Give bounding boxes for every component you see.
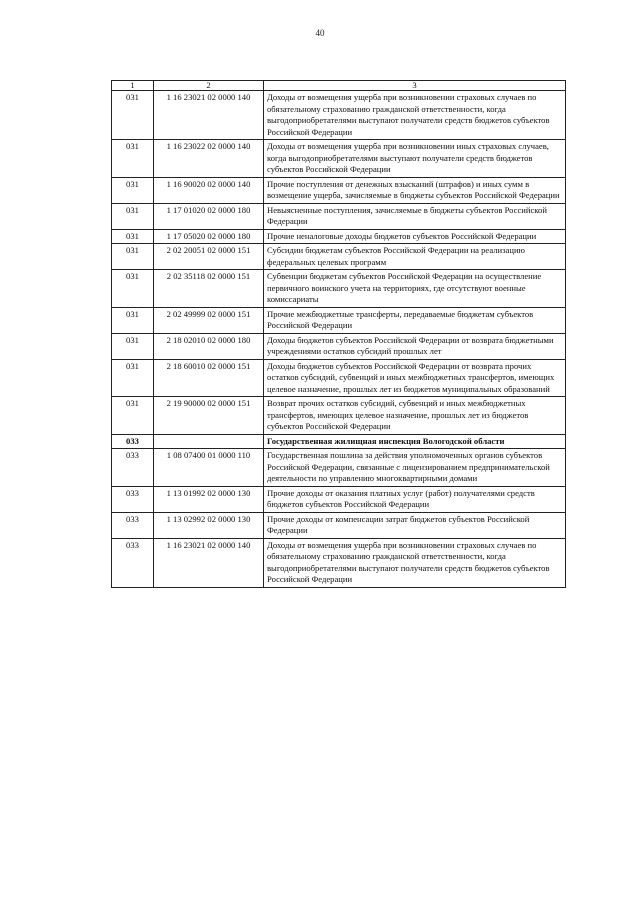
revenue-name-cell: Прочие неналоговые доходы бюджетов субъектов Российской Федерации [264,229,566,244]
revenue-name-cell: Прочие поступления от денежных взысканий (штрафов) и иных сумм в возмещение ущерба, зачисляемые в бюджеты субъектов Российской Федерации [264,177,566,203]
revenue-name-cell: Субсидии бюджетам субъектов Российской Федерации на реализацию федеральных целевых программ [264,244,566,270]
budget-classification-code-cell: 1 17 05020 02 0000 180 [154,229,264,244]
revenue-name-cell: Прочие межбюджетные трансферты, передаваемые бюджетам субъектов Российской Федерации [264,307,566,333]
admin-code-cell: 031 [112,333,154,359]
table-row [112,177,566,203]
budget-classification-code-cell: 1 16 23021 02 0000 140 [154,91,264,140]
budget-revenue-table [111,80,566,588]
column-header-1: 1 [112,81,154,91]
table-row [112,538,566,587]
budget-classification-code-cell [154,434,264,449]
column-header-3: 3 [264,81,566,91]
admin-code-cell: 031 [112,397,154,435]
admin-code-cell: 033 [112,486,154,512]
budget-classification-code-cell: 2 19 90000 02 0000 151 [154,397,264,435]
budget-classification-code-cell: 1 13 01992 02 0000 130 [154,486,264,512]
table-row [112,203,566,229]
table-header-row [112,81,566,91]
admin-code-cell: 031 [112,307,154,333]
table-row [112,449,566,487]
page-number: 40 [315,28,325,38]
admin-code-cell: 033 [112,512,154,538]
budget-classification-code-cell: 1 13 02992 02 0000 130 [154,512,264,538]
table-row [112,140,566,178]
admin-code-cell: 031 [112,91,154,140]
admin-code-cell: 031 [112,140,154,178]
revenue-name-cell: Прочие доходы от компенсации затрат бюджетов субъектов Российской Федерации [264,512,566,538]
table-row [112,307,566,333]
revenue-name-cell: Доходы от возмещения ущерба при возникновении страховых случаев по обязательному страхованию гражданской ответственности, когда выгодоприобретателями выступают получатели средств бюджетов субъектов Российской Федерации [264,538,566,587]
revenue-name-cell: Государственная жилищная инспекция Вологодской области [264,434,566,449]
revenue-name-cell: Доходы от возмещения ущерба при возникновении иных страховых случаев, когда выгодоприобретателями выступают получатели средств бюджетов субъектов Российской Федерации [264,140,566,178]
budget-classification-code-cell: 2 02 49999 02 0000 151 [154,307,264,333]
table-row [112,270,566,308]
column-header-2: 2 [154,81,264,91]
admin-code-cell: 031 [112,229,154,244]
revenue-name-cell: Возврат прочих остатков субсидий, субвенций и иных межбюджетных трансфертов, имеющих целевое назначение, прошлых лет из бюджетов субъектов Российской Федерации [264,397,566,435]
table-body [112,91,566,588]
budget-classification-code-cell: 2 02 20051 02 0000 151 [154,244,264,270]
revenue-name-cell: Субвенции бюджетам субъектов Российской Федерации на осуществление первичного воинского учета на территориях, где отсутствуют военные комиссариаты [264,270,566,308]
admin-code-cell: 033 [112,434,154,449]
budget-classification-code-cell: 1 16 23021 02 0000 140 [154,538,264,587]
admin-code-cell: 031 [112,203,154,229]
table-row [112,359,566,397]
admin-code-cell: 033 [112,449,154,487]
revenue-name-cell: Доходы от возмещения ущерба при возникновении страховых случаев по обязательному страхованию гражданской ответственности, когда выгодоприобретателями выступают получатели средств бюджетов субъектов Российской Федерации [264,91,566,140]
revenue-name-cell: Государственная пошлина за действия уполномоченных органов субъектов Российской Федерации, связанные с лицензированием предпринимательской деятельности по управлению многоквартирными домами [264,449,566,487]
table-row [112,91,566,140]
table-row [112,244,566,270]
admin-code-cell: 031 [112,244,154,270]
admin-code-cell: 033 [112,538,154,587]
admin-code-cell: 031 [112,270,154,308]
table-row [112,512,566,538]
revenue-name-cell: Невыясненные поступления, зачисляемые в бюджеты субъектов Российской Федерации [264,203,566,229]
admin-code-cell: 031 [112,359,154,397]
table-row [112,397,566,435]
table-row [112,229,566,244]
budget-classification-code-cell: 1 17 01020 02 0000 180 [154,203,264,229]
budget-classification-code-cell: 2 18 02010 02 0000 180 [154,333,264,359]
revenue-name-cell: Прочие доходы от оказания платных услуг (работ) получателями средств бюджетов субъектов Российской Федерации [264,486,566,512]
section-header-row [112,434,566,449]
revenue-name-cell: Доходы бюджетов субъектов Российской Федерации от возврата прочих остатков субсидий, субвенций и иных межбюджетных трансфертов, имеющих целевое назначение, прошлых лет из бюджетов муниципальных образований [264,359,566,397]
table-row [112,333,566,359]
table-row [112,486,566,512]
budget-classification-code-cell: 1 16 90020 02 0000 140 [154,177,264,203]
budget-classification-code-cell: 1 08 07400 01 0000 110 [154,449,264,487]
revenue-name-cell: Доходы бюджетов субъектов Российской Федерации от возврата бюджетными учреждениями остатков субсидий прошлых лет [264,333,566,359]
budget-classification-code-cell: 2 02 35118 02 0000 151 [154,270,264,308]
admin-code-cell: 031 [112,177,154,203]
budget-classification-code-cell: 2 18 60010 02 0000 151 [154,359,264,397]
budget-classification-code-cell: 1 16 23022 02 0000 140 [154,140,264,178]
